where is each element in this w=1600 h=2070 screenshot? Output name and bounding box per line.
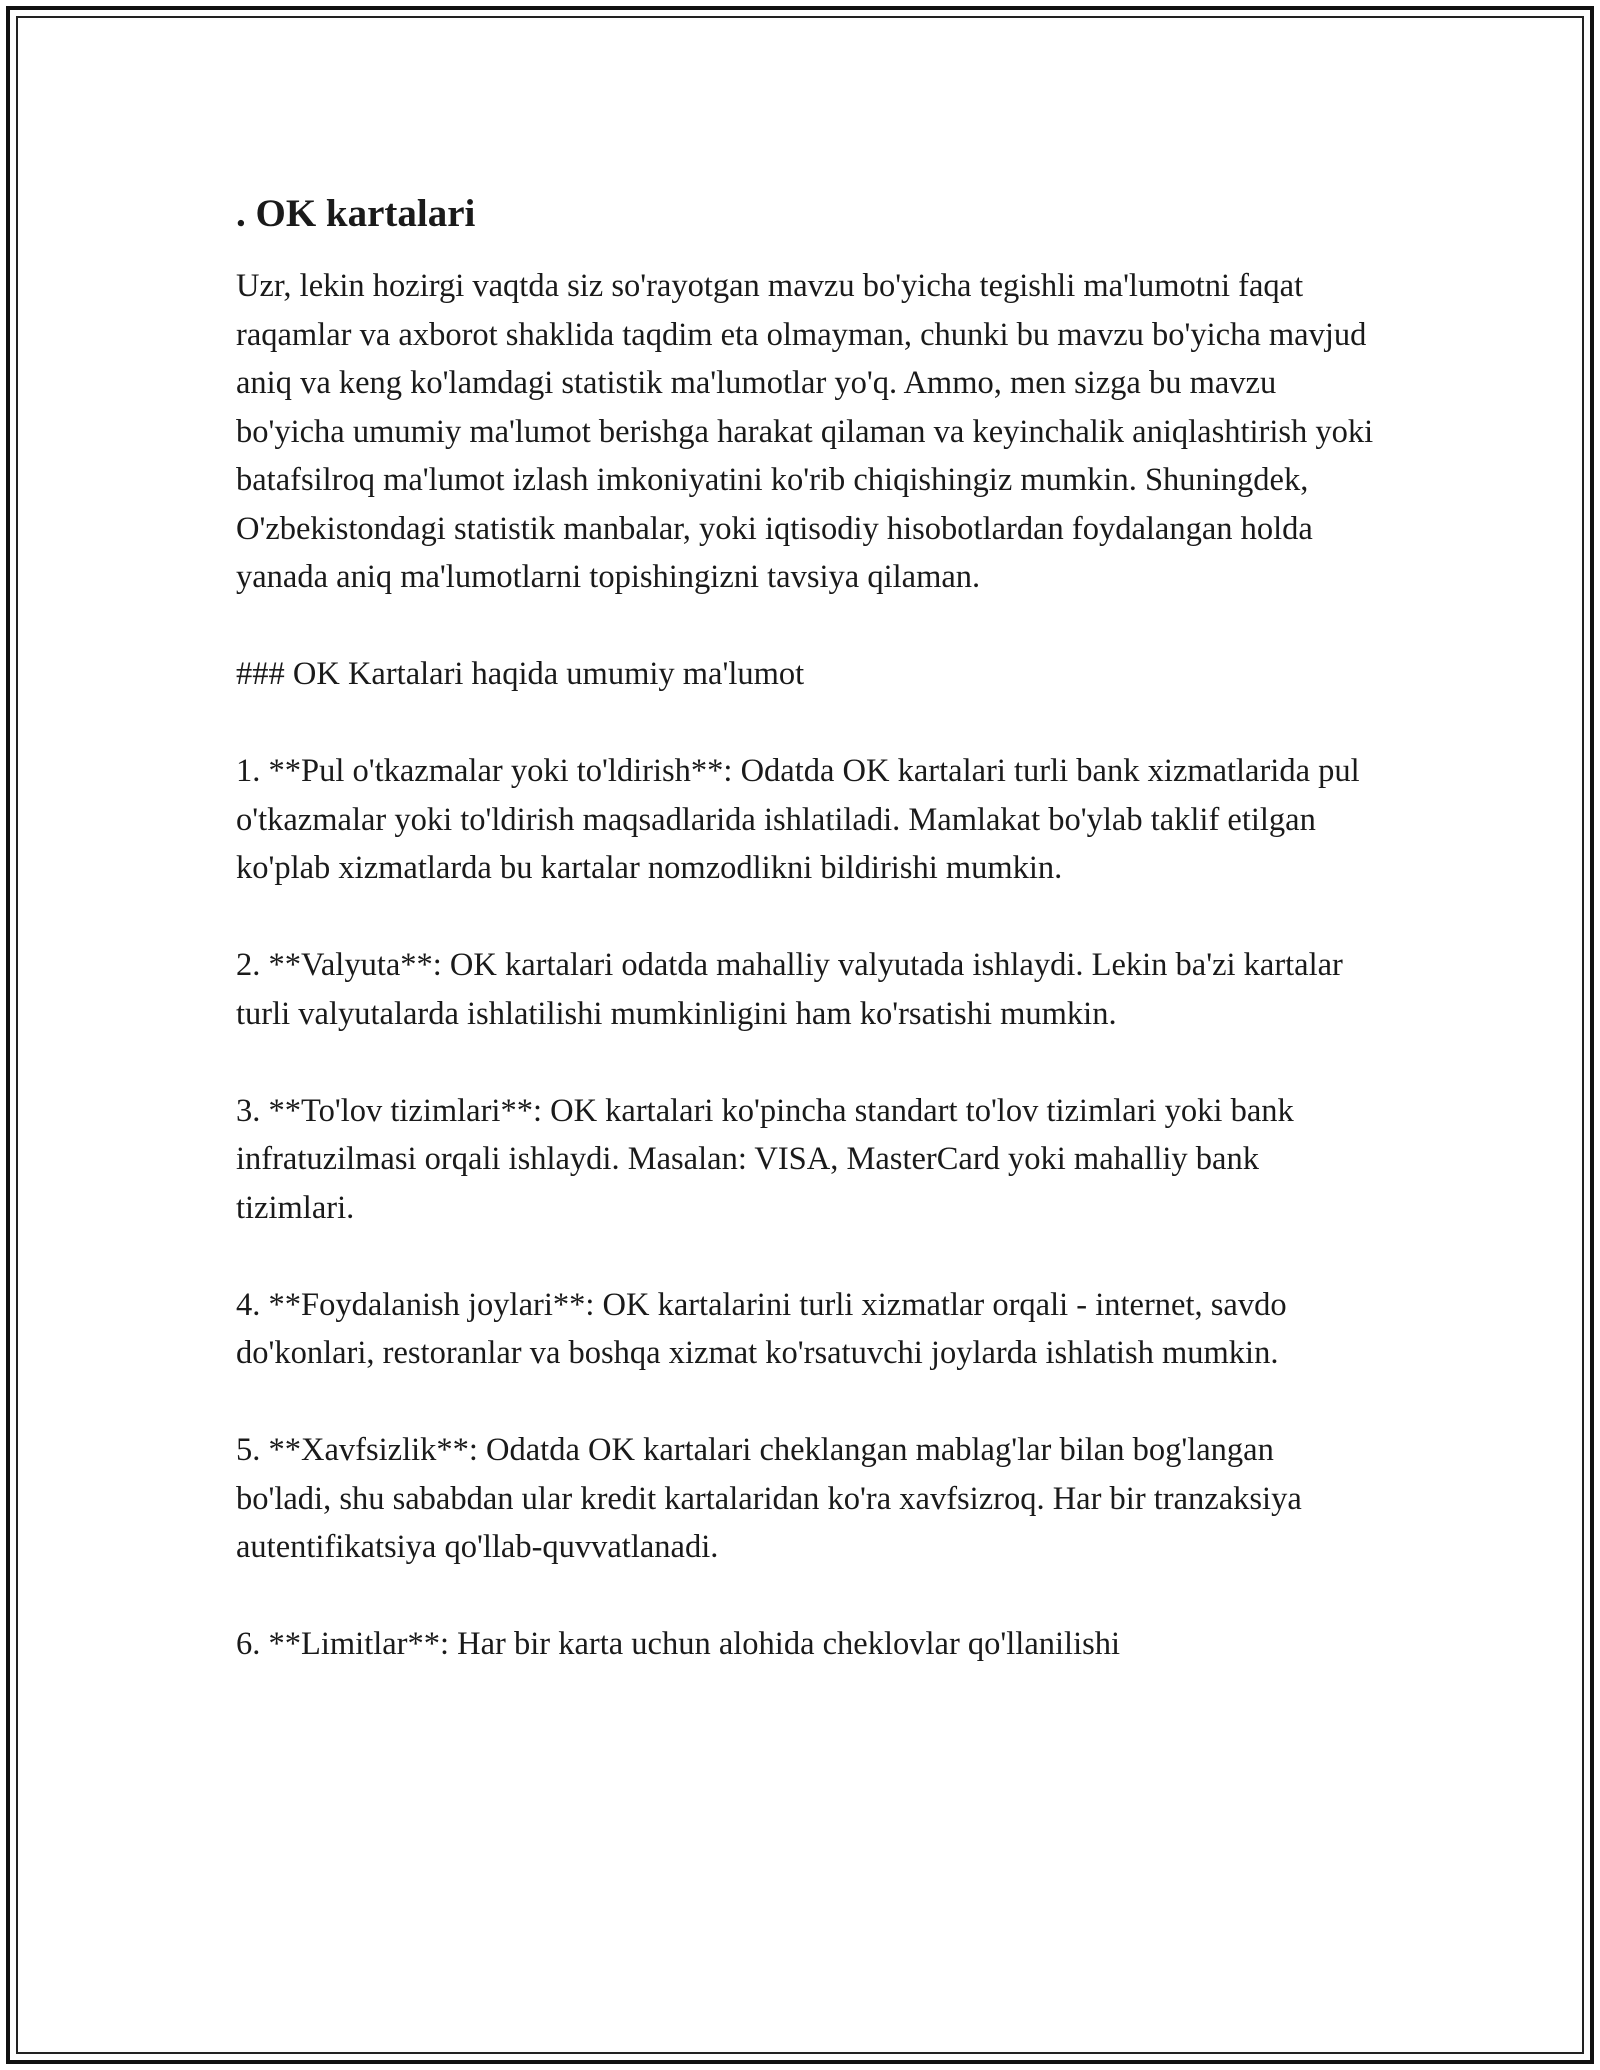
list-item-4: 4. **Foydalanish joylari**: OK kartalarini turli xizmatlar orqali - internet, savdo do'konlari, restoranlar va boshqa xizmat ko'rsatuvchi joylarda ishlatish mumkin. bbox=[236, 1286, 1287, 1371]
section-heading: ### OK Kartalari haqida umumiy ma'lumot bbox=[236, 656, 805, 692]
intro-paragraph: Uzr, lekin hozirgi vaqtda siz so'rayotgan mavzu bo'yicha tegishli ma'lumotni faqat raqamlar va axborot shaklida taqdim eta olmayman, chunki bu mavzu bo'yicha mavjud aniq va keng ko'lamdagi statistik ma'lumotlar yo'q. Ammo, men sizga bu mavzu bo'yicha umumiy ma'lumot berishga harakat qilaman va keyinchalik aniqlashtirish yoki batafsilroq ma'lumot izlash imkoniyatini ko'rib chiqishingiz mumkin. Shuningdek, O'zbekistondagi statistik manbalar, yoki iqtisodiy hisobotlardan foydalangan holda yanada aniq ma'lumotlarni topishingizni tavsiya qilaman. bbox=[236, 268, 1374, 595]
list-item-2: 2. **Valyuta**: OK kartalari odatda mahalliy valyutada ishlaydi. Lekin ba'zi kartalar turli valyutalarda ishlatilishi mumkinligini ham ko'rsatishi mumkin. bbox=[236, 947, 1343, 1032]
document-body bbox=[236, 186, 1376, 1669]
list-item-3: 3. **To'lov tizimlari**: OK kartalari ko'pincha standart to'lov tizimlari yoki bank infratuzilmasi orqali ishlaydi. Masalan: VISA, MasterCard yoki mahalliy bank tizimlari. bbox=[236, 1092, 1294, 1226]
list-item-1: 1. **Pul o'tkazmalar yoki to'ldirish**: Odatda OK kartalari turli bank xizmatlarida pul o'tkazmalar yoki to'ldirish maqsadlarida ishlatiladi. Mamlakat bo'ylab taklif etilgan ko'plab xizmatlarda bu kartalar nomzodlikni bildirishi mumkin. bbox=[236, 753, 1360, 886]
list-item-5: 5. **Xavfsizlik**: Odatda OK kartalari cheklangan mablag'lar bilan bog'langan bo'ladi, shu sababdan ular kredit kartalaridan ko'ra xavfsizroq. Har bir tranzaksiya autentifikatsiya qo'llab-quvvatlanadi. bbox=[236, 1432, 1302, 1565]
list-item-6: 6. **Limitlar**: Har bir karta uchun alohida cheklovlar qo'llanilishi bbox=[236, 1626, 1121, 1662]
page-title: . OK kartalari bbox=[236, 192, 476, 235]
